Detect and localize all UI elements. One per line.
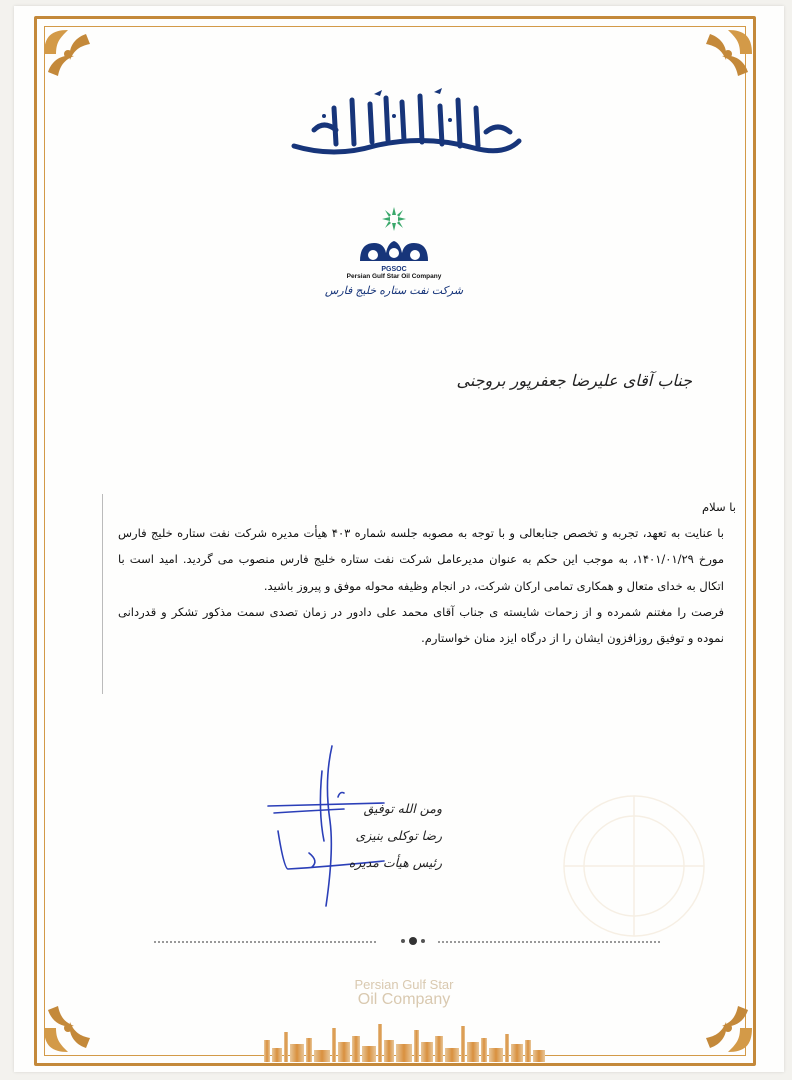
corner-ornament-icon: [38, 24, 96, 82]
signature-closing: ومن الله توفیق: [363, 801, 442, 816]
corner-ornament-icon: [700, 1000, 758, 1058]
footer-line-1: Persian Gulf Star: [354, 977, 454, 992]
refinery-skyline-icon: [254, 1018, 554, 1062]
footer-divider-left: [154, 941, 376, 943]
logo-persian-name: شرکت نفت ستاره خلیج فارس: [324, 285, 464, 297]
footer-dots-icon: [397, 935, 429, 947]
recipient-name: جناب آقای علیرضا جعفرپور بروجنی: [456, 371, 692, 390]
salutation: با سلام: [702, 500, 736, 514]
signatory-name: رضا توکلی بنیزی: [355, 827, 442, 843]
body-paragraph-1: با عنایت به تعهد، تجربه و تخصص جنابعالی و با توجه به مصوبه جلسه شماره ۴۰۳ هیأت مدیره شرکت نفت ستاره خلیج فارس مورخ ۱۴۰۱/۰۱/۲۹، به موجب این حکم به عنوان مدیرعامل شرکت نفت ستاره خلیج فارس منصوب می گردید. امید است با اتکال به خدای متعال و همکاری تمامی ارکان شرکت، در انجام وظیفه محوله موفق و پیروز باشید.: [118, 526, 725, 593]
margin-divider: [102, 494, 103, 694]
letter-page: [14, 6, 784, 1072]
bismillah-calligraphy: [274, 86, 534, 166]
signature-block: [342, 796, 442, 877]
company-logo-text: [319, 266, 469, 297]
background-watermark: [504, 786, 764, 946]
corner-ornament-icon: [700, 24, 758, 82]
logo-abbreviation: PGSOC: [381, 266, 407, 273]
logo-english-name: Persian Gulf Star Oil Company: [346, 273, 442, 280]
signatory-title: رئیس هیأت مدیره: [348, 854, 442, 870]
body-paragraph-2: فرصت را مغتنم شمرده و از زحمات شایسته ی جناب آقای محمد علی دادور در زمان تصدی سمت مذکور تشکر و قدردانی نموده و توفیق روزافزون ایشان را از درگاه ایزد منان خواستارم.: [118, 604, 724, 646]
footer-line-2: Oil Company: [357, 990, 451, 1008]
letter-body: [118, 494, 736, 651]
corner-ornament-icon: [38, 1000, 96, 1058]
footer-company-name: [314, 978, 494, 1008]
